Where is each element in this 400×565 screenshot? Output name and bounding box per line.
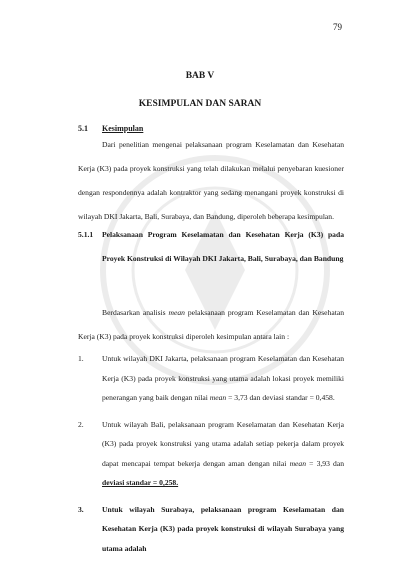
chapter-heading: BAB V: [185, 71, 215, 81]
list-item-number: 2.: [78, 419, 84, 429]
list-item-italic: mean: [209, 393, 227, 402]
section-heading: [78, 124, 143, 133]
list-item-italic: mean: [289, 458, 307, 468]
section-title: Kesimpulan: [102, 124, 144, 133]
subsection-heading: [78, 223, 344, 271]
list-item-text: Untuk wilayah Surabaya, pelaksanaan program Keselamatan dan Kesehatan Kerja (K3) pada proyek konstruksi di wilayah Surabaya yang utama adalah: [102, 504, 344, 553]
chapter-title: KESIMPULAN DAN SARAN: [138, 99, 262, 109]
list-item-number: 1.: [78, 354, 84, 363]
list-item: [78, 500, 344, 559]
list-item-underlined: deviasi standar = 0,258.: [102, 478, 179, 487]
list-item-text: Untuk wilayah Bali, pelaksanaan program Keselamatan dan Kesehatan Kerja (K3) pada proyek konstruksi yang utama adalah setiap pekerja dalam proyek dapat mencapai tempat bekerja dengan aman dengan nilai: [102, 419, 344, 468]
list-item: [78, 349, 344, 408]
list-item: [78, 415, 344, 493]
analysis-paragraph: [78, 301, 344, 349]
conclusion-list: [78, 349, 344, 565]
list-item-text: Untuk wilayah DKI Jakarta, pelaksanaan program Keselamatan dan Kesehatan Kerja (K3) pada proyek konstruksi yang utama adalah lokasi proyek memiliki penerangan yang baik dengan nilai: [102, 354, 344, 402]
list-item-text-after: = 3,93 dan: [306, 458, 345, 468]
subsection-number: 5.1.1: [78, 230, 94, 239]
list-item-number: 3.: [78, 504, 84, 514]
page-number: 79: [333, 22, 342, 32]
intro-paragraph: Dari penelitian mengenai pelaksanaan program Keselamatan dan Kesehatan Kerja (K3) pada proyek konstruksi yang telah dilakukan melalui penyebaran kuesioner dengan respondennya adalah kontraktor yang sedang menangani proyek konstruksi di wilayah DKI Jakarta, Bali, Surabaya, dan Bandung, diperoleh beberapa kesimpulan.: [78, 140, 344, 221]
analysis-text-italic: mean: [168, 308, 185, 317]
subsection-title: Pelaksanaan Program Keselamatan dan Kesehatan Kerja (K3) pada Proyek Konstruksi di Wilayah DKI Jakarta, Bali, Surabaya, dan Bandung: [102, 230, 344, 263]
list-item-text-after: = 3,73 dan deviasi standar = 0,458.: [226, 393, 335, 402]
analysis-text-after: pelaksanaan program Keselamatan dan Kesehatan Kerja (K3) pada proyek konstruksi diperoleh kesimpulan antara lain :: [78, 308, 344, 341]
section-number: 5.1: [78, 124, 88, 133]
analysis-text-before: Berdasarkan analisis: [102, 308, 169, 317]
